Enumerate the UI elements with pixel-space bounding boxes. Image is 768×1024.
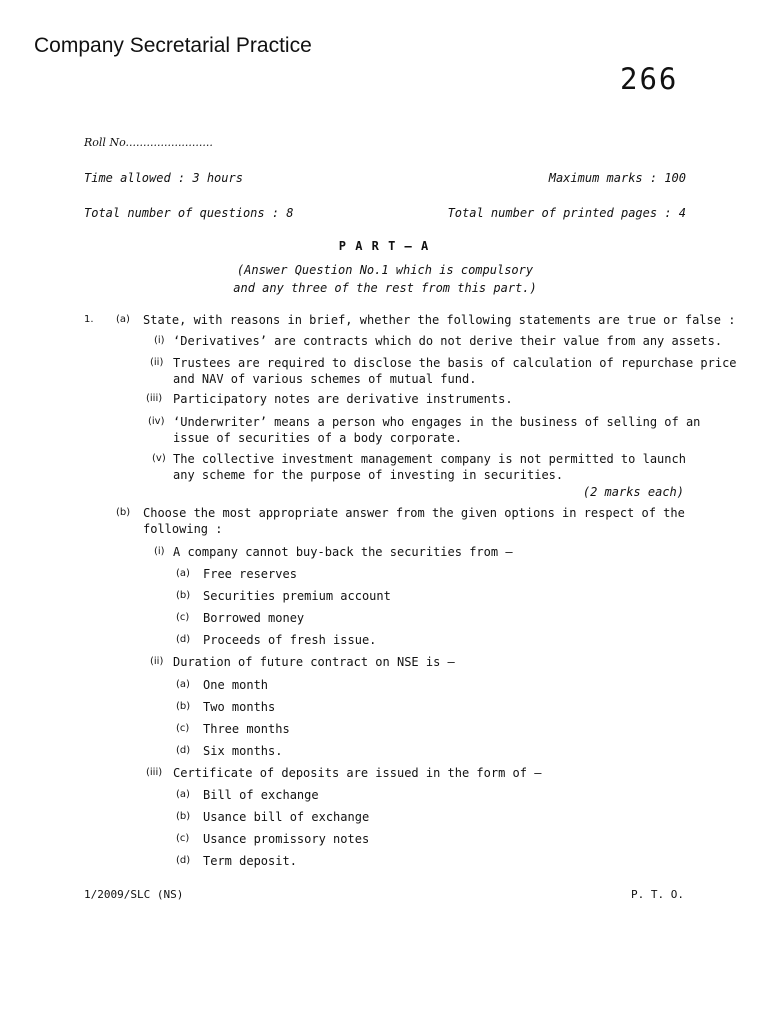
option-label: (c) xyxy=(176,612,190,623)
sub-question-label: (a) xyxy=(116,314,130,325)
maximum-marks: Maximum marks : 100 xyxy=(548,171,686,185)
footer-pto: P. T. O. xyxy=(631,888,684,901)
mcq-question: Certificate of deposits are issued in the form of — xyxy=(173,766,542,780)
option-text: One month xyxy=(203,678,269,692)
footer-paper-code: 1/2009/SLC (NS) xyxy=(84,888,184,901)
printed-pages: Total number of printed pages : 4 xyxy=(447,206,686,220)
statement-text: Trustees are required to disclose the basis of calculation of repurchase price xyxy=(173,356,737,370)
part-instruction-line-2: and any three of the rest from this part.) xyxy=(233,281,537,295)
option-text: Usance bill of exchange xyxy=(203,810,370,824)
option-text: Three months xyxy=(203,722,290,736)
option-label: (d) xyxy=(176,855,191,866)
item-label: (i) xyxy=(154,335,165,346)
statement-text: any scheme for the purpose of investing in securities. xyxy=(173,468,564,482)
mcq-question: Duration of future contract on NSE is — xyxy=(173,655,455,669)
paper-code: 266 xyxy=(620,62,679,96)
item-label: (ii) xyxy=(150,656,164,667)
option-text: Free reserves xyxy=(203,567,297,581)
statement-text: issue of securities of a body corporate. xyxy=(173,431,462,445)
statement-text: Participatory notes are derivative instruments. xyxy=(173,392,513,406)
question-stem: following : xyxy=(143,522,223,536)
option-label: (c) xyxy=(176,833,190,844)
part-instruction-line-1: (Answer Question No.1 which is compulsory xyxy=(236,263,534,277)
item-label: (iii) xyxy=(146,767,163,778)
option-text: Borrowed money xyxy=(203,611,305,625)
option-label: (a) xyxy=(176,568,190,579)
document-title: Company Secretarial Practice xyxy=(34,34,312,57)
item-label: (iii) xyxy=(146,393,163,404)
option-text: Bill of exchange xyxy=(203,788,319,802)
item-label: (ii) xyxy=(150,357,164,368)
time-allowed: Time allowed : 3 hours xyxy=(84,171,243,185)
item-label: (iv) xyxy=(148,416,165,427)
statement-text: The collective investment management company is not permitted to launch xyxy=(173,452,686,466)
option-label: (d) xyxy=(176,745,191,756)
option-text: Securities premium account xyxy=(203,589,391,603)
option-label: (b) xyxy=(176,811,191,822)
sub-question-label: (b) xyxy=(116,507,131,518)
question-stem: Choose the most appropriate answer from the given options in respect of the xyxy=(143,506,685,520)
option-text: Proceeds of fresh issue. xyxy=(203,633,377,647)
marks-note: (2 marks each) xyxy=(582,485,684,499)
option-label: (b) xyxy=(176,590,191,601)
question-number: 1. xyxy=(84,314,94,325)
option-text: Term deposit. xyxy=(203,854,297,868)
option-label: (a) xyxy=(176,679,190,690)
total-questions: Total number of questions : 8 xyxy=(84,206,294,220)
statement-text: ‘Derivatives’ are contracts which do not derive their value from any assets. xyxy=(173,334,723,348)
option-label: (b) xyxy=(176,701,191,712)
statement-text: ‘Underwriter’ means a person who engages in the business of selling of an xyxy=(173,415,701,429)
roll-number-field: Roll No......................... xyxy=(84,136,213,149)
statement-text: and NAV of various schemes of mutual fund. xyxy=(173,372,477,386)
option-text: Six months. xyxy=(203,744,283,758)
item-label: (v) xyxy=(152,453,166,464)
option-label: (c) xyxy=(176,723,190,734)
option-label: (a) xyxy=(176,789,190,800)
question-stem: State, with reasons in brief, whether the following statements are true or false : xyxy=(143,313,736,327)
option-text: Two months xyxy=(203,700,276,714)
item-label: (i) xyxy=(154,546,165,557)
mcq-question: A company cannot buy-back the securities from — xyxy=(173,545,513,559)
option-label: (d) xyxy=(176,634,191,645)
part-heading: P A R T — A xyxy=(338,239,430,253)
option-text: Usance promissory notes xyxy=(203,832,370,846)
